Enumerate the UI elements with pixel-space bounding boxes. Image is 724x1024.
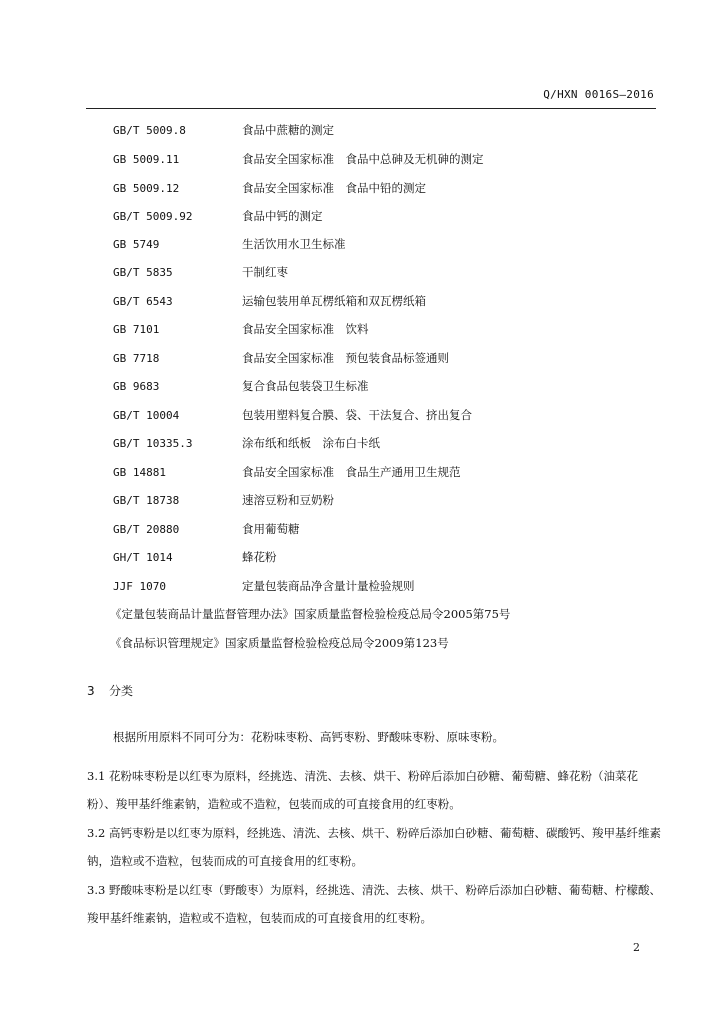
reference-title: 运输包装用单瓦楞纸箱和双瓦楞纸箱 xyxy=(242,294,426,308)
reference-item xyxy=(113,378,369,395)
classification-item: 3.3 野酸味枣粉是以红枣（野酸枣）为原料，经挑选、清洗、去核、烘干、粉碎后添加白砂糖、葡萄糖、柠檬酸、羧甲基纤维素钠，造粒或不造粒，包装而成的可直接食用的红枣粉。 xyxy=(87,883,661,925)
reference-item xyxy=(113,464,461,481)
reference-item xyxy=(113,236,346,253)
reference-code: GB/T 10004 xyxy=(113,409,180,422)
reference-code: GB/T 20880 xyxy=(113,523,180,536)
reference-title: 食品安全国家标准 食品中总砷及无机砷的测定 xyxy=(242,152,484,166)
classification-item: 3.1 花粉味枣粉是以红枣为原料，经挑选、清洗、去核、烘干、粉碎后添加白砂糖、葡萄糖、蜂花粉（油菜花粉）、羧甲基纤维素钠，造粒或不造粒，包装而成的可直接食用的红枣粉。 xyxy=(87,769,638,811)
reference-title: 食品安全国家标准 食品中铅的测定 xyxy=(242,181,426,195)
reference-title: 复合食品包装袋卫生标准 xyxy=(242,379,369,393)
reference-title: 涂布纸和纸板 涂布白卡纸 xyxy=(242,436,380,450)
header-rule xyxy=(86,108,656,109)
reference-code: GB 5749 xyxy=(113,238,160,251)
reference-code: GB 7101 xyxy=(113,323,160,336)
reference-title: 速溶豆粉和豆奶粉 xyxy=(242,493,334,507)
reference-code: GH/T 1014 xyxy=(113,551,173,564)
reference-code: GB/T 10335.3 xyxy=(113,437,193,450)
reference-item xyxy=(113,549,277,566)
reference-title: 蜂花粉 xyxy=(242,550,277,564)
reference-item xyxy=(113,122,334,139)
reference-code: GB/T 6543 xyxy=(113,295,173,308)
reference-code: GB 7718 xyxy=(113,352,160,365)
reference-item xyxy=(113,492,334,509)
reference-code: GB/T 5009.92 xyxy=(113,210,193,223)
reference-title: 食品中钙的测定 xyxy=(242,209,323,223)
reference-title: 生活饮用水卫生标准 xyxy=(242,237,346,251)
page-number: 2 xyxy=(633,941,640,954)
reference-code: GB 5009.12 xyxy=(113,182,180,195)
reference-title: 食用葡萄糖 xyxy=(242,522,300,536)
reference-item xyxy=(113,293,426,310)
reference-title: 食品安全国家标准 预包装食品标签通则 xyxy=(242,351,449,365)
classification-intro: 根据所用原料不同可分为：花粉味枣粉、高钙枣粉、野酸味枣粉、原味枣粉。 xyxy=(113,730,504,744)
section-title: 分类 xyxy=(109,684,134,698)
reference-code: GB/T 18738 xyxy=(113,494,180,507)
reference-item xyxy=(113,321,369,338)
reference-code: GB 5009.11 xyxy=(113,153,180,166)
reference-item xyxy=(113,350,449,367)
reference-item xyxy=(113,180,426,197)
reference-title: 干制红枣 xyxy=(242,265,288,279)
section-heading xyxy=(87,682,133,699)
classification-item: 3.2 高钙枣粉是以红枣为原料，经挑选、清洗、去核、烘干、粉碎后添加白砂糖、葡萄糖、碳酸钙、羧甲基纤维素钠，造粒或不造粒，包装而成的可直接食用的红枣粉。 xyxy=(87,826,661,868)
section-number: 3 xyxy=(87,684,95,698)
reference-item xyxy=(113,264,288,281)
regulation-item: 《定量包装商品计量监督管理办法》国家质量监督检验检疫总局令2005第75号 xyxy=(110,607,511,621)
reference-title: 定量包装商品净含量计量检验规则 xyxy=(242,579,415,593)
reference-title: 食品中蔗糖的测定 xyxy=(242,123,334,137)
reference-item xyxy=(113,521,300,538)
reference-item xyxy=(113,435,380,452)
reference-item xyxy=(113,407,472,424)
regulation-item: 《食品标识管理规定》国家质量监督检验检疫总局令2009第123号 xyxy=(110,636,449,650)
reference-item xyxy=(113,208,323,225)
reference-code: GB 14881 xyxy=(113,466,166,479)
reference-title: 食品安全国家标准 食品生产通用卫生规范 xyxy=(242,465,461,479)
reference-title: 食品安全国家标准 饮料 xyxy=(242,322,369,336)
reference-code: GB/T 5009.8 xyxy=(113,124,186,137)
standard-code-header: Q/HXN 0016S—2016 xyxy=(543,88,654,101)
reference-code: GB 9683 xyxy=(113,380,160,393)
reference-title: 包装用塑料复合膜、袋、干法复合、挤出复合 xyxy=(242,408,472,422)
reference-item xyxy=(113,151,484,168)
reference-code: JJF 1070 xyxy=(113,580,166,593)
reference-item xyxy=(113,578,415,595)
reference-code: GB/T 5835 xyxy=(113,266,173,279)
